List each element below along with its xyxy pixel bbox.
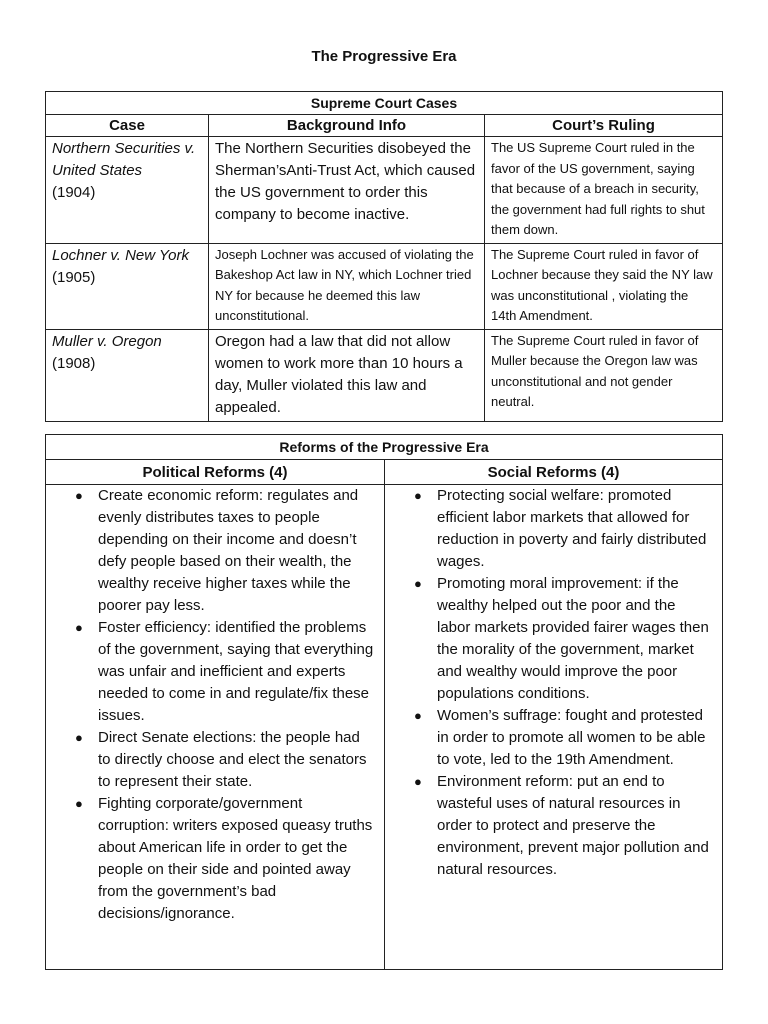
list-item: ● Foster efficiency: identified the problems of the government, saying that everything was unfair and inefficient and experts needed to come in and regulate/fix these issues.	[75, 619, 374, 724]
background-cell: Oregon had a law that did not allow women to work more than 10 hours a day, Muller violated this law and appealed.	[209, 329, 485, 421]
ruling-cell: The US Supreme Court ruled in the favor of the US government, saying that because of a breach in security, the government had full rights to shut them down.	[485, 137, 723, 244]
political-reforms-list	[46, 485, 384, 925]
case-cell	[46, 243, 209, 329]
case-name: Lochner v. New York	[52, 246, 190, 264]
bullet-icon: ●	[75, 730, 83, 745]
bullet-icon: ●	[414, 488, 422, 503]
list-item: ● Direct Senate elections: the people had to directly choose and elect the senators to represent their state.	[75, 729, 367, 790]
background-cell: The Northern Securities disobeyed the Sherman’sAnti-Trust Act, which caused the US government to order this company to become inactive.	[209, 137, 485, 244]
bullet-icon: ●	[75, 620, 83, 635]
political-reforms-cell	[46, 485, 385, 970]
list-item: ● Protecting social welfare: promoted efficient labor markets that allowed for reduction in poverty and fairly distributed wages.	[414, 487, 707, 570]
bullet-icon: ●	[75, 796, 83, 811]
column-header-background: Background Info	[209, 115, 485, 137]
column-header-political: Political Reforms (4)	[46, 460, 385, 485]
list-item: ● Fighting corporate/government corruption: writers exposed queasy truths about American life in order to get the people on their side and pointed away from the government’s bad decisions/ignorance.	[75, 795, 373, 922]
case-year: (1905)	[52, 268, 96, 286]
bullet-icon: ●	[414, 708, 422, 723]
column-header-social: Social Reforms (4)	[385, 460, 723, 485]
list-item: ● Promoting moral improvement: if the wealthy helped out the poor and the labor markets provided fairer wages then the morality of the government, market and wealthy would improve the poor populations conditions.	[414, 575, 709, 702]
table-caption: Reforms of the Progressive Era	[46, 435, 723, 460]
table-row	[46, 137, 723, 244]
table-caption: Supreme Court Cases	[46, 92, 723, 115]
case-name: Northern Securities v. United States	[52, 140, 196, 179]
column-header-ruling: Court’s Ruling	[485, 115, 723, 137]
table-row	[46, 329, 723, 421]
background-cell: Joseph Lochner was accused of violating the Bakeshop Act law in NY, which Lochner tried NY for because he deemed this law unconstitutional.	[209, 243, 485, 329]
list-item: ● Create economic reform: regulates and evenly distributes taxes to people depending on their income and doesn’t defy people based on their wealth, the wealthy receive higher taxes while the poorer pay less.	[75, 487, 359, 614]
social-reforms-list	[385, 485, 722, 881]
list-item: ● Environment reform: put an end to wasteful uses of natural resources in order to protect and preserve the environment, prevent major pollution and natural resources.	[414, 773, 709, 878]
reforms-table	[45, 434, 723, 970]
case-year: (1904)	[52, 184, 96, 201]
ruling-cell: The Supreme Court ruled in favor of Lochner because they said the NY law was unconstitutional , violating the 14th Amendment.	[485, 243, 723, 329]
social-reforms-cell	[385, 485, 723, 970]
column-header-case: Case	[46, 115, 209, 137]
case-year: (1908)	[52, 354, 96, 372]
document-title: The Progressive Era	[311, 48, 457, 65]
table-row	[46, 243, 723, 329]
bullet-icon: ●	[414, 774, 422, 789]
case-name: Muller v. Oregon	[52, 332, 162, 350]
supreme-court-cases-table	[45, 91, 723, 422]
case-cell	[46, 329, 209, 421]
list-item: ● Women’s suffrage: fought and protested in order to promote all women to be able to vote, led to the 19th Amendment.	[414, 707, 706, 768]
bullet-icon: ●	[75, 488, 83, 503]
bullet-icon: ●	[414, 576, 422, 591]
case-cell	[46, 137, 209, 244]
ruling-cell: The Supreme Court ruled in favor of Muller because the Oregon law was unconstitutional and not gender neutral.	[485, 329, 723, 421]
